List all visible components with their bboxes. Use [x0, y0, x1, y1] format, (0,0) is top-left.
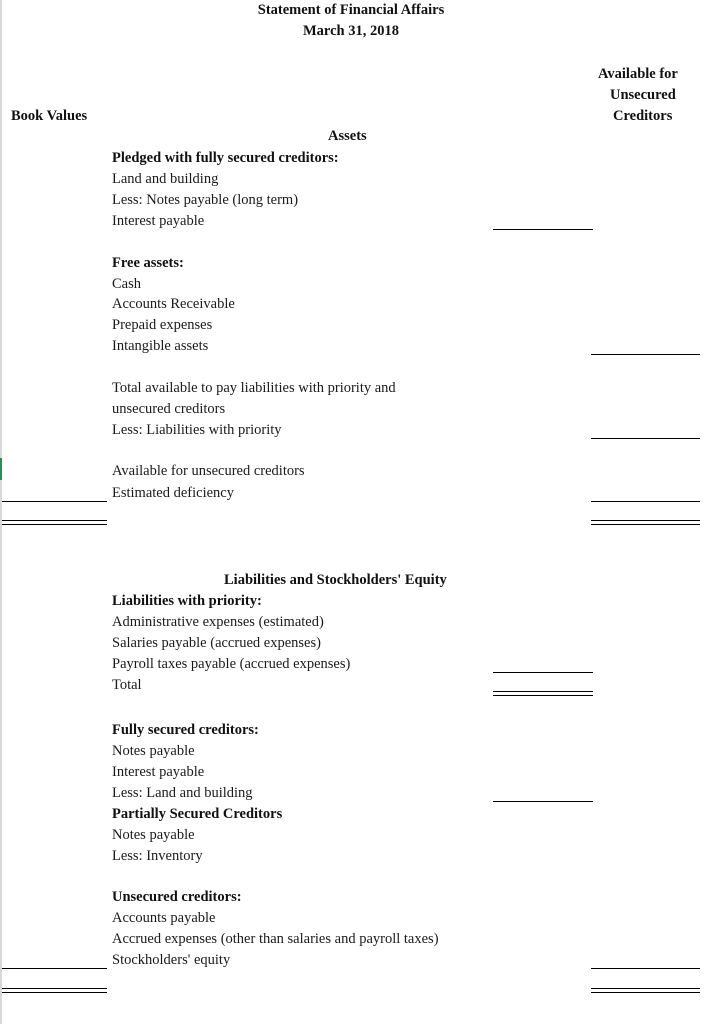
unsecured-item: Accounts payable — [112, 910, 216, 926]
double-rule — [2, 520, 107, 521]
subtotal-rule — [591, 968, 700, 969]
subtotal-rule — [493, 672, 593, 673]
subtotal-rule — [493, 801, 593, 802]
fully-secured-item: Notes payable — [112, 743, 195, 759]
priority-item: Salaries payable (accrued expenses) — [112, 635, 321, 651]
subtotal-rule — [591, 501, 700, 502]
statement-title: Statement of Financial Affairs — [257, 2, 445, 18]
partially-secured-title: Partially Secured Creditors — [112, 806, 283, 822]
pledged-item: Interest payable — [112, 213, 205, 229]
partially-secured-item: Less: Inventory — [112, 848, 203, 864]
statement-date: March 31, 2018 — [303, 23, 399, 39]
free-asset-item: Intangible assets — [112, 338, 209, 354]
priority-liabilities-title: Liabilities with priority: — [112, 593, 262, 609]
col-header-available-line2: Unsecured — [610, 87, 676, 103]
double-rule — [591, 524, 700, 525]
double-rule — [591, 988, 700, 989]
total-available-line1: Total available to pay liabilities with priority and — [112, 380, 396, 396]
less-priority-liabilities: Less: Liabilities with priority — [112, 422, 282, 438]
free-asset-item: Accounts Receivable — [112, 296, 235, 312]
double-rule — [493, 691, 593, 692]
subtotal-rule — [591, 354, 700, 355]
double-rule — [2, 992, 107, 993]
priority-item: Administrative expenses (estimated) — [112, 614, 324, 630]
unsecured-title: Unsecured creditors: — [112, 889, 242, 905]
estimated-deficiency: Estimated deficiency — [112, 485, 234, 501]
subtotal-rule — [591, 438, 700, 439]
pledged-item: Less: Notes payable (long term) — [112, 192, 299, 208]
pledged-item: Land and building — [112, 171, 219, 187]
fully-secured-item: Less: Land and building — [112, 785, 253, 801]
available-unsecured: Available for unsecured creditors — [112, 463, 305, 479]
fully-secured-title: Fully secured creditors: — [112, 722, 259, 738]
row-marker — [0, 458, 2, 480]
priority-item: Payroll taxes payable (accrued expenses) — [112, 656, 351, 672]
unsecured-item: Accrued expenses (other than salaries and payroll taxes) — [112, 931, 439, 947]
col-header-available-line1: Available for — [598, 66, 678, 82]
free-asset-item: Cash — [112, 276, 141, 292]
subtotal-rule — [2, 501, 107, 502]
partially-secured-item: Notes payable — [112, 827, 195, 843]
liabilities-heading: Liabilities and Stockholders' Equity — [224, 572, 447, 588]
double-rule — [591, 992, 700, 993]
left-frame-border — [0, 0, 2, 1024]
stockholders-equity: Stockholders' equity — [112, 952, 231, 968]
double-rule — [2, 988, 107, 989]
fully-secured-item: Interest payable — [112, 764, 205, 780]
priority-total: Total — [112, 677, 142, 693]
col-header-book-values: Book Values — [11, 108, 88, 124]
assets-heading: Assets — [328, 128, 367, 144]
free-asset-item: Prepaid expenses — [112, 317, 213, 333]
double-rule — [591, 520, 700, 521]
subtotal-rule — [493, 229, 593, 230]
pledged-title: Pledged with fully secured creditors: — [112, 150, 339, 166]
double-rule — [2, 524, 107, 525]
double-rule — [493, 695, 593, 696]
free-assets-title: Free assets: — [112, 255, 184, 271]
total-available-line2: unsecured creditors — [112, 401, 226, 417]
col-header-available-line3: Creditors — [613, 108, 673, 124]
subtotal-rule — [2, 968, 107, 969]
